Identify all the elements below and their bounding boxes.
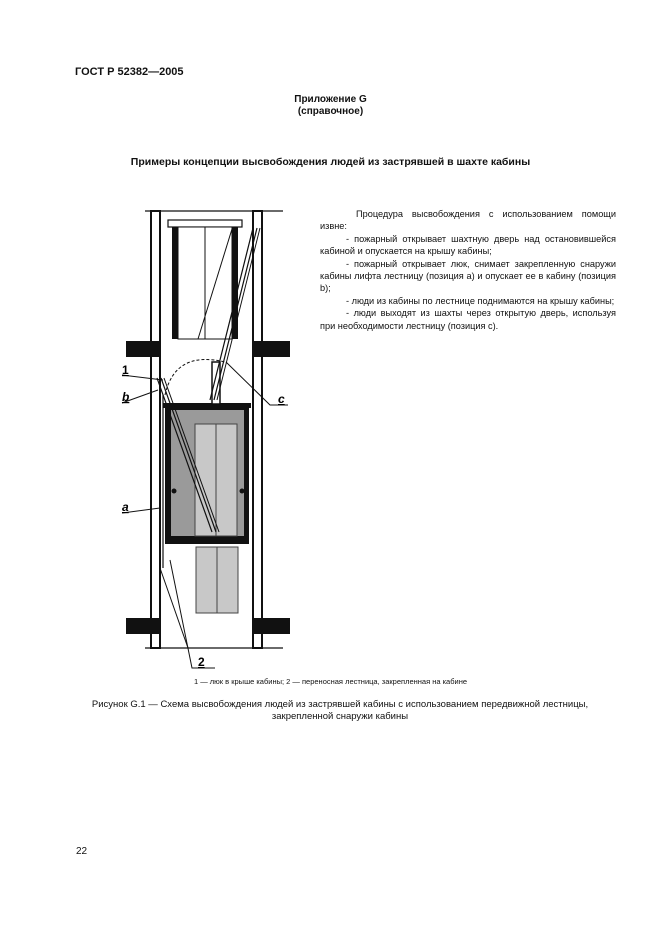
document-header: ГОСТ Р 52382—2005 bbox=[75, 66, 184, 78]
shaft-wall-right bbox=[253, 211, 262, 648]
section-title: Примеры концепции высвобождения людей из застрявшей в шахте кабины bbox=[130, 156, 531, 168]
floor-slab-lower-left bbox=[126, 618, 160, 634]
shaft-wall-left bbox=[151, 211, 160, 648]
label-1: 1 bbox=[122, 363, 129, 377]
floor-slab-lower-right bbox=[253, 618, 290, 634]
annex-title: Приложение G bbox=[294, 94, 367, 105]
procedure-step: - люди выходят из шахты через открытую дверь, используя при необходимости лестницу (позиция c). bbox=[320, 308, 616, 331]
upper-door-header bbox=[168, 220, 242, 227]
procedure-step: - люди из кабины по лестнице поднимаются на крышу кабины; bbox=[346, 295, 615, 306]
car-roof bbox=[163, 403, 251, 408]
floor-slab-upper-left bbox=[126, 341, 160, 357]
figure-legend: 1 — люк в крыше кабины; 2 — переносная лестница, закрепленная на кабине bbox=[193, 677, 468, 686]
figure-caption bbox=[70, 699, 610, 723]
label-2: 2 bbox=[198, 655, 205, 669]
label-c: c bbox=[278, 392, 285, 406]
car-handle-right bbox=[240, 489, 245, 494]
figure-caption-line1: Рисунок G.1 — Схема высвобождения людей из застрявшей кабины с использованием передвижной лестницы, bbox=[91, 699, 589, 710]
label-b: b bbox=[122, 390, 130, 404]
figure-caption-line2: закрепленной снаружи кабины bbox=[271, 711, 409, 722]
label-a: a bbox=[122, 500, 129, 514]
annex-subtitle: (справочное) bbox=[297, 106, 364, 117]
upper-door-frame-left bbox=[172, 227, 178, 339]
procedure-intro: Процедура высвобождения с использованием помощи извне: bbox=[320, 209, 616, 232]
page-number: 22 bbox=[76, 846, 88, 857]
floor-slab-upper-right bbox=[253, 341, 290, 357]
car-handle-left bbox=[172, 489, 177, 494]
procedure-step: - пожарный открывает люк, снимает закрепленную снаружи кабины лифта лестницу (позиция a) и опускает ее в кабину (позиция b); bbox=[320, 258, 616, 294]
procedure-step: - пожарный открывает шахтную дверь над остановившейся кабиной и опускается на крышу кабины; bbox=[320, 233, 616, 257]
